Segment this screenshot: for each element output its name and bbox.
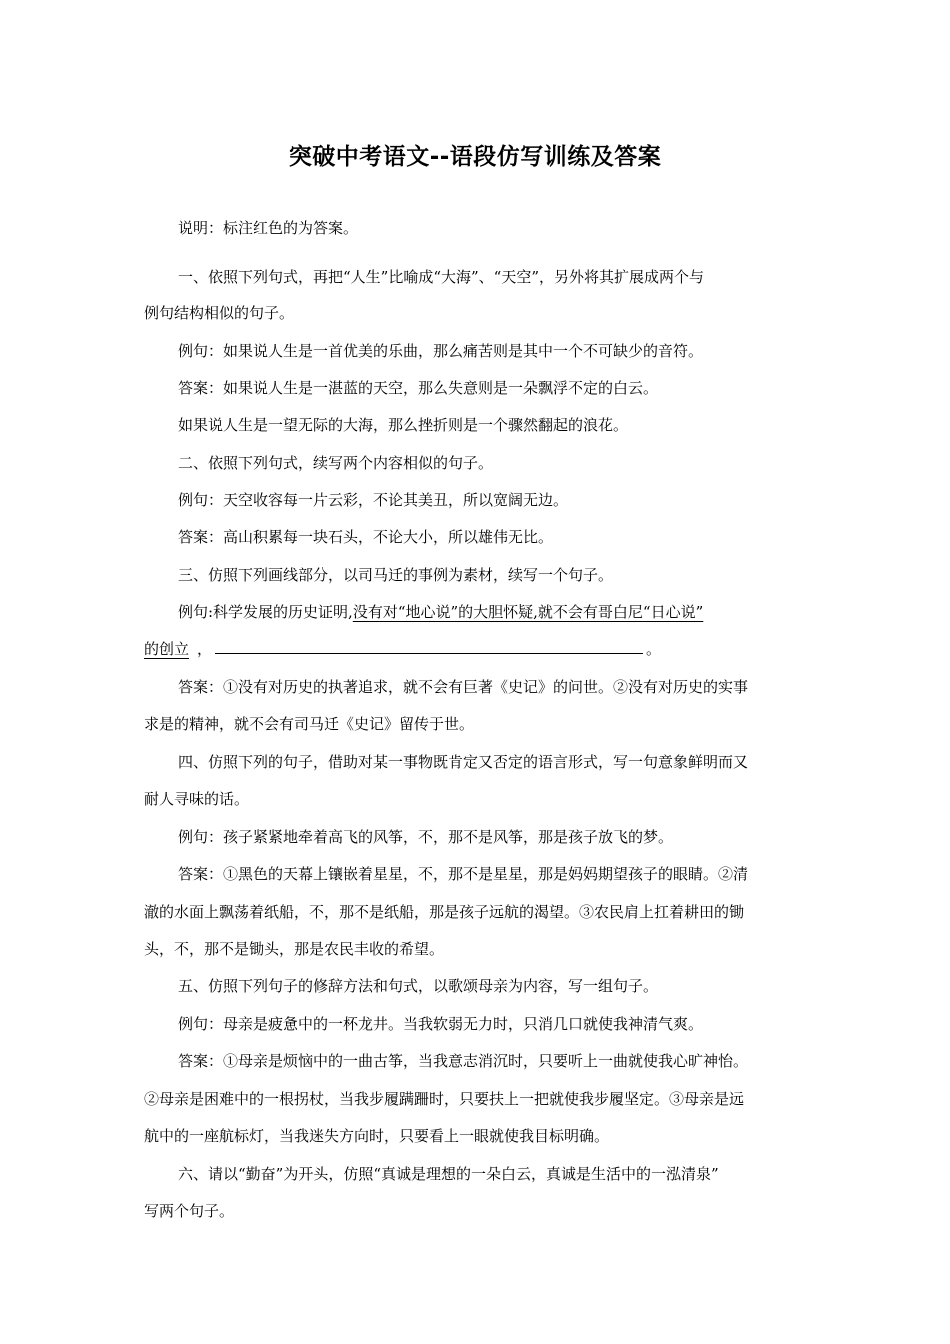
q3-answer-blank: [215, 639, 643, 654]
q5-example: 例句：母亲是疲惫中的一杯龙井。当我软弱无力时，只消几口就使我神清气爽。: [178, 1015, 704, 1033]
q5-answer-2: ②母亲是困难中的一根拐杖，当我步履蹒跚时，只要扶上一把就使我步履坚定。③母亲是远: [144, 1090, 745, 1108]
q4-prompt-line2: 耐人寻味的话。: [144, 790, 250, 808]
q3-example-underlined: 没有对“地心说”的大胆怀疑,就不会有哥白尼“日心说”: [352, 603, 704, 621]
q4-answer-1: 答案：①黑色的天幕上镶嵌着星星，不，那不是星星，那是妈妈期望孩子的眼睛。②清: [178, 865, 749, 883]
q2-prompt: 二、依照下列句式，续写两个内容相似的句子。: [178, 454, 494, 472]
q6-prompt-line2: 写两个句子。: [144, 1202, 235, 1220]
q4-answer-2: 澈的水面上飘荡着纸船，不，那不是纸船，那是孩子远航的渴望。③农民肩上扛着耕田的锄: [144, 903, 745, 921]
note-text: 说明：标注红色的为答案。: [178, 219, 359, 237]
q1-example: 例句：如果说人生是一首优美的乐曲，那么痛苦则是其中一个不可缺少的音符。: [178, 342, 704, 360]
q4-answer-3: 头，不，那不是锄头，那是农民丰收的希望。: [144, 940, 445, 958]
q5-answer-3: 航中的一座航标灯，当我迷失方向时，只要看上一眼就使我目标明确。: [144, 1127, 610, 1145]
q3-example-separator: ，: [197, 640, 213, 658]
q1-answer-1: 答案：如果说人生是一湛蓝的天空，那么失意则是一朵飘浮不定的白云。: [178, 379, 659, 397]
q4-prompt-line1: 四、仿照下列的句子，借助对某一事物既肯定又否定的语言形式，写一句意象鲜明而又: [178, 753, 749, 771]
q2-answer: 答案：高山积累每一块石头，不论大小，所以雄伟无比。: [178, 528, 554, 546]
q6-prompt-line1: 六、请以“勤奋”为开头，仿照“真诚是理想的一朵白云，真诚是生活中的一泓清泉”: [178, 1165, 719, 1183]
q1-answer-2: 如果说人生是一望无际的大海，那么挫折则是一个骤然翻起的浪花。: [178, 416, 629, 434]
q3-answer-1: 答案：①没有对历史的执著追求，就不会有巨著《史记》的问世。②没有对历史的实事: [178, 678, 749, 696]
q5-prompt: 五、仿照下列句子的修辞方法和句式，以歌颂母亲为内容，写一组句子。: [178, 977, 659, 995]
q2-example: 例句：天空收容每一片云彩，不论其美丑，所以宽阔无边。: [178, 491, 569, 509]
q3-answer-2: 求是的精神，就不会有司马迁《史记》留传于世。: [144, 715, 475, 733]
q3-example-plain: 例句:科学发展的历史证明,: [178, 603, 353, 621]
q5-answer-1: 答案：①母亲是烦恼中的一曲古筝，当我意志消沉时，只要听上一曲就使我心旷神怡。: [178, 1052, 749, 1070]
q1-prompt-line1: 一、依照下列句式，再把“人生”比喻成“大海”、“天空”，另外将其扩展成两个与: [178, 268, 705, 286]
q3-example-underlined-end: 的创立: [144, 640, 190, 658]
q3-prompt: 三、仿照下列画线部分，以司马迁的事例为素材，续写一个句子。: [178, 566, 614, 584]
q3-example-line1: [178, 602, 814, 622]
q1-prompt-line2: 例句结构相似的句子。: [144, 304, 295, 322]
q3-example-line2: [144, 639, 814, 659]
document-title: 突破中考语文--语段仿写训练及答案: [288, 144, 662, 170]
q4-example: 例句：孩子紧紧地牵着高飞的风筝，不，那不是风筝，那是孩子放飞的梦。: [178, 828, 674, 846]
q3-example-period: 。: [646, 640, 662, 658]
